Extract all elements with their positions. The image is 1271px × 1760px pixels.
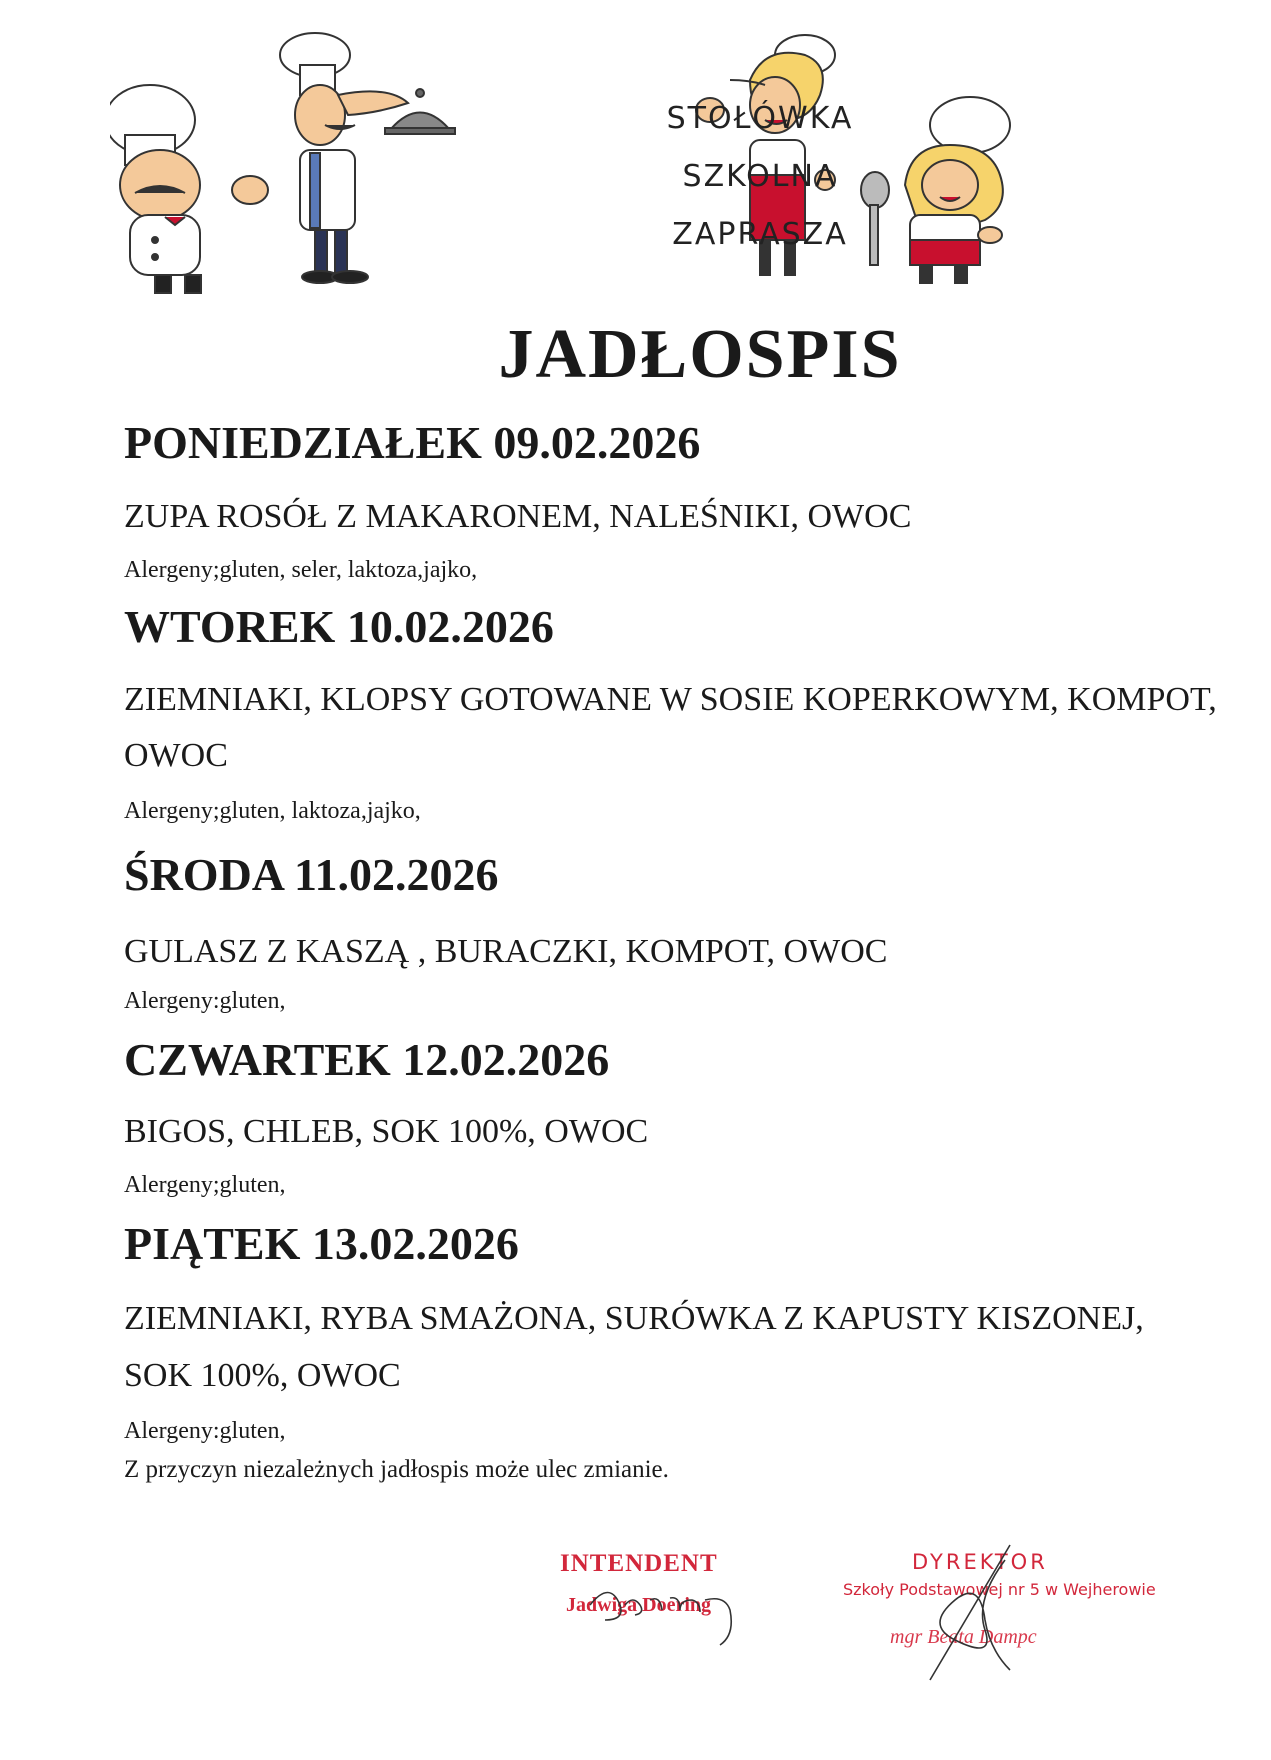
allergens-friday: Alergeny:gluten, [124, 1418, 286, 1444]
banner-line-3: ZAPRASZA [672, 217, 848, 252]
stamp-intendent-title: INTENDENT [560, 1550, 718, 1577]
stamp-director-title: DYREKTOR [912, 1550, 1048, 1574]
change-notice: Z przyczyn niezależnych jadłospis może ulec zmianie. [124, 1456, 669, 1483]
allergens-thursday: Alergeny;gluten, [124, 1172, 286, 1198]
meal-line-tuesday-1: ZIEMNIAKI, KLOPSY GOTOWANE W SOSIE KOPERKOWYM, KOMPOT, [124, 681, 1217, 718]
allergens-monday: Alergeny;gluten, seler, laktoza,jajko, [124, 557, 478, 583]
banner [110, 25, 1130, 315]
day-heading-friday: PIĄTEK 13.02.2026 [124, 1218, 519, 1269]
stamp-intendent-name: Jadwiga Doering [566, 1594, 711, 1616]
stamp-director-school: Szkoły Podstawowej nr 5 w Wejherowie [843, 1580, 1156, 1599]
meal-line-tuesday-2: OWOC [124, 737, 228, 774]
allergens-wednesday: Alergeny:gluten, [124, 988, 286, 1014]
banner-text [630, 90, 890, 264]
banner-line-2: SZKOLNA [682, 159, 838, 194]
banner-line-1: STOŁÓWKA [666, 101, 854, 136]
chef-moustache-icon [110, 85, 268, 293]
day-heading-tuesday: WTOREK 10.02.2026 [124, 601, 554, 652]
signature-director [910, 1540, 1020, 1690]
meal-line-wednesday: GULASZ Z KASZĄ , BURACZKI, KOMPOT, OWOC [124, 933, 888, 970]
chef-cloche-icon [280, 33, 455, 283]
page-title: JADŁOSPIS [498, 316, 902, 393]
stamp-director-name: mgr Beata Dampc [890, 1626, 1037, 1648]
day-heading-monday: PONIEDZIAŁEK 09.02.2026 [124, 417, 701, 468]
signature-intendent [580, 1570, 750, 1650]
meal-line-friday-2: SOK 100%, OWOC [124, 1357, 401, 1394]
allergens-tuesday: Alergeny;gluten, laktoza,jajko, [124, 798, 421, 824]
day-heading-thursday: CZWARTEK 12.02.2026 [124, 1034, 610, 1085]
meal-line-monday: ZUPA ROSÓŁ Z MAKARONEM, NALEŚNIKI, OWOC [124, 498, 912, 535]
chefs-illustration [110, 25, 1130, 315]
meal-line-thursday: BIGOS, CHLEB, SOK 100%, OWOC [124, 1113, 649, 1150]
meal-line-friday-1: ZIEMNIAKI, RYBA SMAŻONA, SURÓWKA Z KAPUSTY KISZONEJ, [124, 1300, 1144, 1337]
day-heading-wednesday: ŚRODA 11.02.2026 [124, 849, 499, 900]
